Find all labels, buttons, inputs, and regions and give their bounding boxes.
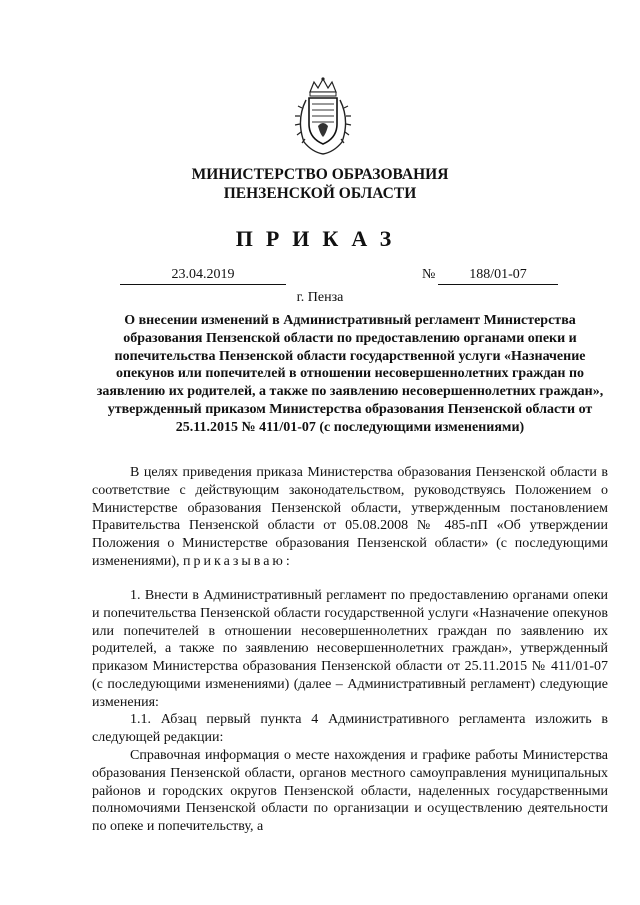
- order-keyword: приказываю:: [183, 553, 293, 569]
- preamble-paragraph: [92, 464, 608, 571]
- order-number: 188/01-07: [438, 267, 558, 285]
- coat-of-arms-icon: [292, 76, 354, 156]
- order-date: 23.04.2019: [120, 267, 286, 285]
- paragraph-item-1-1: 1.1. Абзац первый пункта 4 Административного регламента изложить в следующей редакции:: [92, 712, 608, 745]
- order-title: О внесении изменений в Административный регламент Министерства образования Пензенской области по предоставлению органами опеки и попечительства Пензенской области государственной услуги «Назначение опекунов или попечителей в отношении несовершеннолетних граждан по заявлению их родителей, а также по заявлению несовершеннолетних граждан», утвержденный приказом Министерства образования Пензенской области от 25.11.2015 № 411/01-07 (с последующими изменениями): [96, 313, 604, 435]
- document-type-heading: ПРИКАЗ: [235, 226, 405, 251]
- ministry-name-line1: МИНИСТЕРСТВО ОБРАЗОВАНИЯ: [191, 166, 449, 183]
- city: г. Пенза: [296, 290, 344, 305]
- paragraph-reference-info: Справочная информация о месте нахождения и графике работы Министерства образования Пензенской области, органов местного самоуправления муниципальных районов и городских округов Пензенской области, наделенных государственными полномочиями Пензенской области по организации и осуществлению деятельности по опеке и попечительству, а: [92, 748, 608, 835]
- ministry-name-line2: ПЕНЗЕНСКОЙ ОБЛАСТИ: [223, 185, 417, 202]
- preamble-text: В целях приведения приказа Министерства образования Пензенской области в соответствие с действующим законодательством, руководствуясь Положением о Министерстве образования Пензенской области, утвержденным постановлением Правительства Пензенской области от 05.08.2008 № 485-пП «Об утверждении Положения о Министерстве образования Пензенской области» (с последующими изменениями),: [92, 465, 608, 569]
- paragraph-item-1: 1. Внести в Административный регламент по предоставлению органами опеки и попечительства Пензенской области государственной услуги «Назначение опекунов или попечителей в отношении несовершеннолетних граждан по заявлению их родителей, а также по заявлению несовершеннолетних граждан», утвержденный приказом Министерства образования Пензенской области от 25.11.2015 № 411/01-07 (с последующими изменениями) (далее – Административный регламент) следующие изменения:: [92, 588, 608, 710]
- number-sign: №: [422, 267, 436, 282]
